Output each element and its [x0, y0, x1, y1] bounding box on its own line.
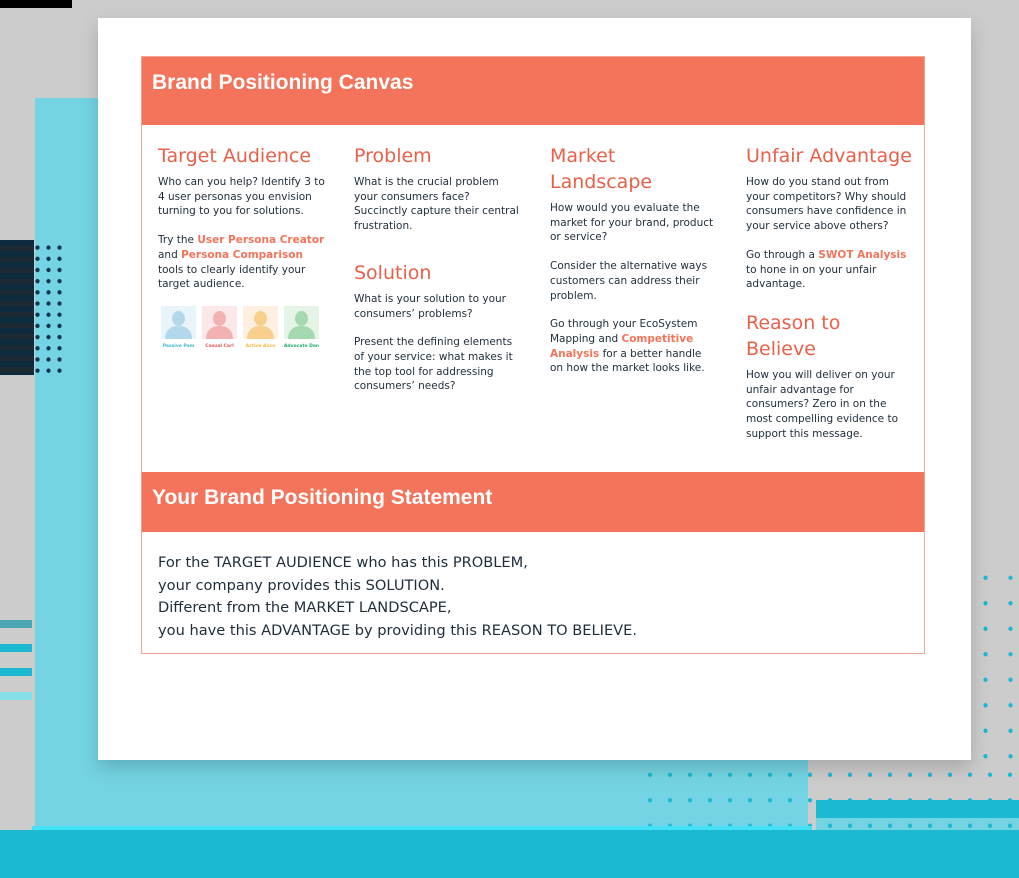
- section-text: How would you evaluate the market for your brand, product or service?: [550, 202, 714, 244]
- text: Go through your EcoSystem Mapping and: [550, 318, 698, 345]
- decorative-black-bar: [0, 0, 72, 8]
- decorative-dot-grid-right: [973, 565, 1019, 765]
- text: for a better handle on how the market looks like.: [550, 347, 705, 375]
- user-persona-creator-link[interactable]: User Persona Creator: [197, 234, 325, 247]
- section-unfair-advantage: [746, 143, 914, 455]
- persona-name: Passive Pam: [162, 343, 195, 349]
- avatar-icon: [161, 306, 196, 339]
- decorative-dot-grid-dark: [32, 242, 66, 376]
- statement-line: Different from the MARKET LANDSCAPE,: [158, 599, 452, 616]
- persona-passive-pam: [161, 306, 196, 349]
- persona-comparison-link[interactable]: Persona Comparison: [181, 248, 303, 261]
- section-heading-solution: Solution: [354, 261, 432, 284]
- section-market-landscape: [550, 143, 715, 390]
- section-text: What is the crucial problem your consumers face? Succinctly capture their central frustration.: [354, 176, 519, 233]
- canvas-document: [98, 18, 971, 760]
- section-text: [746, 248, 914, 292]
- section-target-audience: [158, 143, 328, 349]
- section-problem: [354, 143, 524, 408]
- section-text: Consider the alternative ways customers can address their problem.: [550, 260, 708, 302]
- statement-line: you have this ADVANTAGE by providing this REASON TO BELIEVE.: [158, 621, 638, 639]
- persona-name: Advocate Dan: [283, 343, 320, 349]
- section-heading-reason-to-believe: Reason to Believe: [746, 311, 841, 360]
- section-text: [158, 233, 328, 292]
- swot-analysis-link[interactable]: SWOT Analysis: [818, 248, 907, 261]
- canvas-sections: [142, 125, 924, 472]
- text: Go through a: [746, 248, 819, 261]
- section-heading: Market Landscape: [550, 145, 653, 193]
- persona-active-alice: [243, 306, 278, 349]
- canvas-title: Brand Positioning Canvas: [142, 57, 924, 125]
- section-text: How do you stand out from your competitors? Why should consumers have confidence in your service above others?: [746, 176, 907, 233]
- section-text: What is your solution to your consumers’ problems?: [354, 292, 507, 320]
- avatar-icon: [243, 306, 278, 339]
- persona-advocate-dan: [284, 306, 319, 349]
- section-text: Who can you help? Identify 3 to 4 user personas you envision turning to you for solutions.: [158, 176, 325, 218]
- positioning-statement: [158, 552, 637, 642]
- avatar-icon: [284, 306, 319, 339]
- avatar-icon: [202, 306, 237, 339]
- decorative-left-bars: [0, 620, 32, 720]
- decorative-dark-stripes: [0, 240, 34, 375]
- statement-title: Your Brand Positioning Statement: [142, 472, 924, 532]
- statement-line: your company provides this SOLUTION.: [158, 576, 445, 594]
- text: to hone in on your unfair advantage.: [746, 263, 877, 291]
- section-text: How you will deliver on your unfair advantage for consumers? Zero in on the most compelling evidence to support this message.: [746, 368, 899, 440]
- persona-name: Casual Carl: [205, 343, 234, 349]
- section-text: Present the defining elements of your service: what makes it the top tool for addressing consumers’ needs?: [354, 336, 513, 393]
- statement-line: For the TARGET AUDIENCE who has this PROBLEM,: [158, 554, 528, 571]
- text: tools to clearly identify your target audience.: [158, 263, 306, 291]
- text: Try the: [158, 234, 198, 247]
- section-heading: Problem: [354, 145, 432, 167]
- competitive-analysis-link[interactable]: Competitive Analysis: [550, 332, 694, 360]
- brand-positioning-canvas: [141, 56, 925, 654]
- section-text: [550, 317, 715, 376]
- section-heading: Target Audience: [158, 145, 312, 167]
- text: and: [158, 248, 182, 261]
- section-heading: Unfair Advantage: [746, 145, 912, 167]
- persona-casual-carl: [202, 306, 237, 349]
- persona-list: [161, 306, 328, 349]
- decorative-dot-grid-bottom: [640, 762, 1019, 828]
- decorative-cyan-bottom-band: [0, 830, 1019, 878]
- persona-name: Active Alice: [245, 343, 276, 349]
